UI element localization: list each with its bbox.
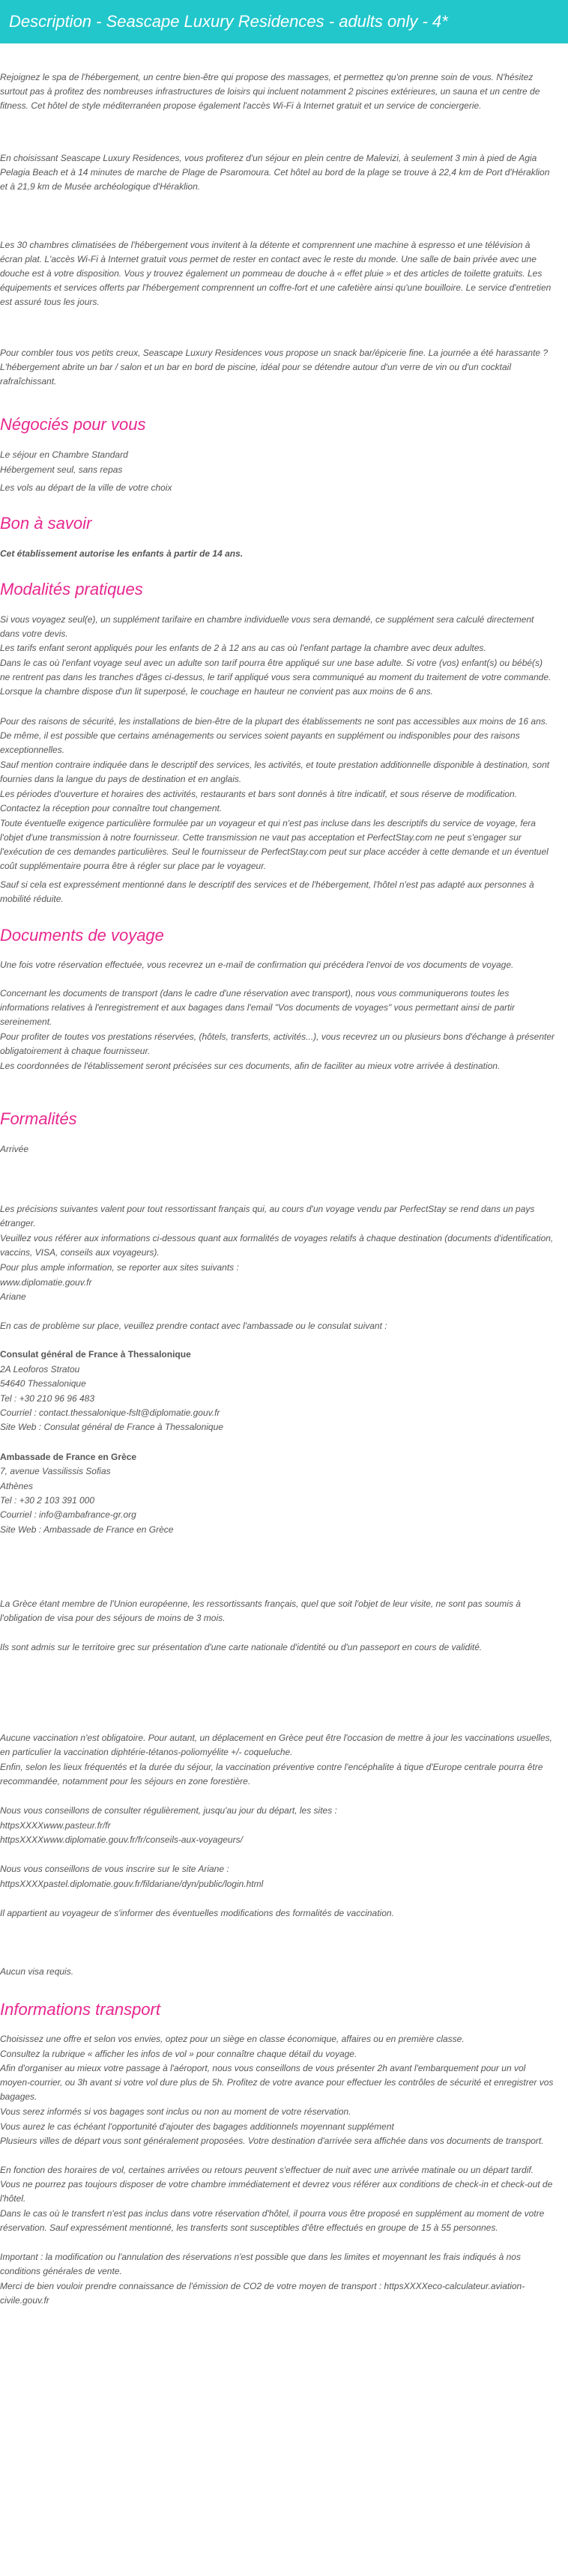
formalites-link[interactable]: httpsXXXXpastel.diplomatie.gouv.fr/fildariane/dyn/public/login.html xyxy=(0,1879,264,1889)
consulat-line: 2A Leoforos Stratou xyxy=(0,1364,80,1375)
modalites-line: Sauf mention contraire indiquée dans le descriptif des services, les activités, et toute prestation additionnelle disponible à destination, sont fournies dans la langue du pays de destination et en anglais. xyxy=(0,760,550,784)
transport-line: Important : la modification ou l'annulation des réservations n'est possible que dans les limites et moyennant les frais indiqués à nos conditions générales de vente. xyxy=(0,2252,521,2276)
formalites-intro: Les précisions suivantes valent pour tout ressortissant français qui, au cours d'un voyage vendu par PerfectStay se rend dans un pays étranger. xyxy=(0,1204,535,1228)
transport-line: Choisissez une offre et selon vos envies, optez pour un siège en classe économique, affaires ou en première classe. xyxy=(0,2034,465,2044)
formalites-link[interactable]: www.diplomatie.gouv.fr xyxy=(0,1277,92,1288)
section-title-bon-a-savoir: Bon à savoir xyxy=(0,514,92,533)
section-title-negocies: Négociés pour vous xyxy=(0,415,146,434)
formalites-contact-note: En cas de problème sur place, veuillez prendre contact avec l'ambassade ou le consulat suivant : xyxy=(0,1321,387,1331)
description-paragraph: En choisissant Seascape Luxury Residences, vous profiterez d'un séjour en plein centre de Malevizi, à seulement 3 min à pied de Agia Pelagia Beach et à 14 minutes de marche de Plage de Psaromoura. Cet hôtel au bord de la plage se trouve à 22,4 km de Port d'Héraklion et à 21,9 km de Musée archéologique d'Héraklion. xyxy=(0,153,550,192)
formalites-arrivee: Arrivée xyxy=(0,1144,29,1154)
formalites-link[interactable]: Ariane xyxy=(0,1291,26,1302)
bon-a-savoir-note: Cet établissement autorise les enfants à partir de 14 ans. xyxy=(0,548,244,559)
negocies-line: Hébergement seul, sans repas xyxy=(0,464,123,475)
transport-line: Vous aurez le cas échéant l'opportunité d'ajouter des bagages additionnels moyennant supplément xyxy=(0,2121,394,2132)
modalites-line: Toute éventuelle exigence particulière formulée par un voyageur et qui n'est pas incluse dans les descriptifs du service de voyage, fera l'objet d'une transmission à notre fournisseur. Cette transmission ne vaut pas acceptation et PerfectStay.com ne peut s'engager sur l'exécution de ces demandes particulières. Seul le fournisseur de PerfectStay.com peut sur place accéder à cette demande et un éventuel coût supplémentaire pourra être à régler sur place par le voyageur. xyxy=(0,818,549,871)
ambassade-line: Site Web : Ambassade de France en Grèce xyxy=(0,1524,174,1535)
ambassade-line: Courriel : info@ambafrance-gr.org xyxy=(0,1509,136,1520)
formalites-intro: Pour plus ample information, se reporter aux sites suivants : xyxy=(0,1262,239,1273)
description-paragraph: Les 30 chambres climatisées de l'hébergement vous invitent à la détente et comprennent une machine à espresso et une télévision à écran plat. L'accès Wi-Fi à Internet gratuit vous permet de rester en contact avec le reste du monde. Une salle de bain privée avec une douche est à votre disposition. Vous y trouvez également un pommeau de douche à « effet pluie » et des articles de toilette gratuits. Les équipements et services offerts par l'hébergement comprennent un coffre-fort et une cafetière ainsi qu'une bouilloire. Le service d'entretien est assuré tous les jours. xyxy=(0,240,552,307)
documents-line: Les coordonnées de l'établissement seront précisées sur ces documents, afin de faciliter au mieux votre arrivée à destination. xyxy=(0,1061,501,1071)
modalites-line: Pour des raisons de sécurité, les installations de bien-être de la plupart des établissements ne sont pas accessibles aux moins de 16 ans. De même, il est possible que certains aménagements ou services soient payants en supplément ou indisponibles pour des raisons exceptionnelles. xyxy=(0,716,549,755)
content xyxy=(0,43,568,2576)
ambassade-name: Ambassade de France en Grèce xyxy=(0,1452,137,1462)
consulat-line: Site Web : Consulat général de France à Thessalonique xyxy=(0,1422,223,1432)
formalites-intro: Veuillez vous référer aux informations ci-dessous quant aux formalités de voyages relatifs à chaque destination (documents d'identification, vaccins, VISA, conseils aux voyageurs). xyxy=(0,1233,554,1258)
formalites-identite: Ils sont admis sur le territoire grec sur présentation d'une carte nationale d'identité ou d'un passeport en cours de validité. xyxy=(0,1642,483,1652)
transport-line: Vous serez informés si vos bagages sont inclus ou non au moment de votre réservation. xyxy=(0,2106,351,2117)
page-title: Description - Seascape Luxury Residences - adults only - 4* xyxy=(9,12,448,31)
modalites-line: Les périodes d'ouverture et horaires des activités, restaurants et bars sont donnés à titre indicatif, et sous réserve de modification. Contactez la réception pour connaître tout changement. xyxy=(0,789,517,813)
modalites-line: Sauf si cela est expressément mentionné dans le descriptif des services et de l'hébergement, l'hôtel n'est pas adapté aux personnes à mobilité réduite. xyxy=(0,879,534,904)
formalites-vaccins: Enfin, selon les lieux fréquentés et la durée du séjour, la vaccination préventive contre l'encéphalite à tique d'Europe centrale pourra être recommandée, notamment pour les séjours en zone forestière. xyxy=(0,1762,543,1786)
modalites-line: Si vous voyagez seul(e), un supplément tarifaire en chambre individuelle vous sera demandé, ce supplément sera calculé directement dans votre devis. xyxy=(0,614,534,639)
consulat-line: Tel : +30 210 96 96 483 xyxy=(0,1393,94,1404)
formalites-visa: Aucun visa requis. xyxy=(0,1966,74,1977)
modalites-line: Les tarifs enfant seront appliqués pour les enfants de 2 à 12 ans au cas où l'enfant partage la chambre avec deux adultes. xyxy=(0,643,486,653)
transport-line: Merci de bien vouloir prendre connaissance de l'émission de CO2 de votre moyen de transport : httpsXXXXeco-calculateur.aviation-civile.gouv.fr xyxy=(0,2281,525,2306)
transport-line: Plusieurs villes de départ vous sont généralement proposées. Votre destination d'arrivée sera affichée dans vos documents de transport. xyxy=(0,2136,544,2146)
formalites-ariane: Nous vous conseillons de vous inscrire sur le site Ariane : xyxy=(0,1864,229,1874)
section-title-transport: Informations transport xyxy=(0,2000,160,2019)
section-title-documents: Documents de voyage xyxy=(0,926,164,945)
formalites-link[interactable]: httpsXXXXwww.diplomatie.gouv.fr/fr/conseils-aux-voyageurs/ xyxy=(0,1834,243,1845)
ambassade-line: Athènes xyxy=(0,1481,34,1491)
negocies-line: Les vols au départ de la ville de votre choix xyxy=(0,482,172,493)
transport-line: Afin d'organiser au mieux votre passage à l'aéroport, nous vous conseillons de vous présenter 2h avant l'embarquement pour un vol moyen-courrier, ou 3h avant si votre vol dure plus de 5h. Profitez de votre avance pour effectuer les contrôles de sécurité et enregistrer vos bagages. xyxy=(0,2063,554,2102)
formalites-ue: La Grèce étant membre de l'Union européenne, les ressortissants français, quel que soit l'objet de leur visite, ne sont pas soumis à l'obligation de visa pour des séjours de moins de 3 mois. xyxy=(0,1598,521,1623)
documents-line: Concernant les documents de transport (dans le cadre d'une réservation avec transport), nous vous communiquerons toutes les informations relatives à l'enregistrement et aux bagages dans l'email "Vos documents de voyages" vous permettant ainsi de partir sereinement. xyxy=(0,988,516,1027)
ambassade-line: 7, avenue Vassilissis Sofias xyxy=(0,1466,111,1476)
header-bar xyxy=(0,0,568,43)
documents-line: Pour profiter de toutes vos prestations réservées, (hôtels, transferts, activités...), vous recevrez un ou plusieurs bons d'échange à présenter obligatoirement à chaque fournisseur. xyxy=(0,1031,555,1056)
consulat-name: Consulat général de France à Thessalonique xyxy=(0,1349,191,1360)
consulat-line: Courriel : contact.thessalonique-fslt@diplomatie.gouv.fr xyxy=(0,1407,220,1418)
negocies-line: Le séjour en Chambre Standard xyxy=(0,449,128,460)
formalites-vaccins: Aucune vaccination n'est obligatoire. Pour autant, un déplacement en Grèce peut être l'occasion de mettre à jour les vaccinations usuelles, en particulier la vaccination diphtérie-tétanos-poliomyélite +/- coqueluche. xyxy=(0,1733,553,1757)
formalites-link[interactable]: httpsXXXXwww.pasteur.fr/fr xyxy=(0,1820,111,1831)
transport-line: Dans le cas où le transfert n'est pas inclus dans votre réservation d'hôtel, il pourra vous être proposé en supplément au moment de votre réservation. Sauf expressément mentionné, les transferts sont susceptibles d'être effectués en groupe de 15 à 55 personnes. xyxy=(0,2208,545,2233)
transport-line: Consultez la rubrique « afficher les infos de vol » pour connaître chaque détail du voyage. xyxy=(0,2049,357,2059)
consulat-line: 54640 Thessalonique xyxy=(0,1378,86,1389)
description-paragraph: Pour combler tous vos petits creux, Seascape Luxury Residences vous propose un snack bar/épicerie fine. La journée a été harassante ? L'hébergement abrite un bar / salon et un bar en bord de piscine, idéal pour se détendre autour d'un verre de vin ou d'un cocktail rafraîchissant. xyxy=(0,348,549,387)
modalites-line: Dans le cas où l'enfant voyage seul avec un adulte son tarif pourra être appliqué sur une base adulte. Si votre (vos) enfant(s) ou bébé(s) ne rentrent pas dans les tranches d'âges ci-dessus, le tarif appliqué vous sera communiqué au moment du traitement de votre commande. Lorsque la chambre dispose d'un lit superposé, le couchage en hauteur ne convient pas aux moins de 6 ans. xyxy=(0,658,552,697)
section-title-formalites: Formalités xyxy=(0,1109,77,1128)
documents-line: Une fois votre réservation effectuée, vous recevrez un e-mail de confirmation qui précédera l'envoi de vos documents de voyage. xyxy=(0,960,514,970)
transport-line: En fonction des horaires de vol, certaines arrivées ou retours peuvent s'effectuer de nuit avec une arrivée matinale ou un départ tardif. Vous ne pourrez pas toujours disposer de votre chambre immédiatement et devrez vous référer aux conditions de check-in et check-out de l'hôtel. xyxy=(0,2165,553,2204)
formalites-modif-note: Il appartient au voyageur de s'informer des éventuelles modifications des formalités de vaccination. xyxy=(0,1908,394,1918)
ambassade-line: Tel : +30 2 103 391 000 xyxy=(0,1495,94,1506)
section-title-modalites: Modalités pratiques xyxy=(0,580,143,598)
description-paragraph: Rejoignez le spa de l'hébergement, un centre bien-être qui propose des massages, et permettez qu'on prenne soin de vous. N'hésitez surtout pas à profitez des nombreuses infrastructures de loisirs qui incluent notamment 2 piscines extérieures, un sauna et un centre de fitness. Cet hôtel de style méditerranéen propose également l'accès Wi-Fi à Internet gratuit et un service de conciergerie. xyxy=(0,72,540,111)
formalites-conseil: Nous vous conseillons de consulter régulièrement, jusqu'au jour du départ, les sites : xyxy=(0,1805,337,1816)
